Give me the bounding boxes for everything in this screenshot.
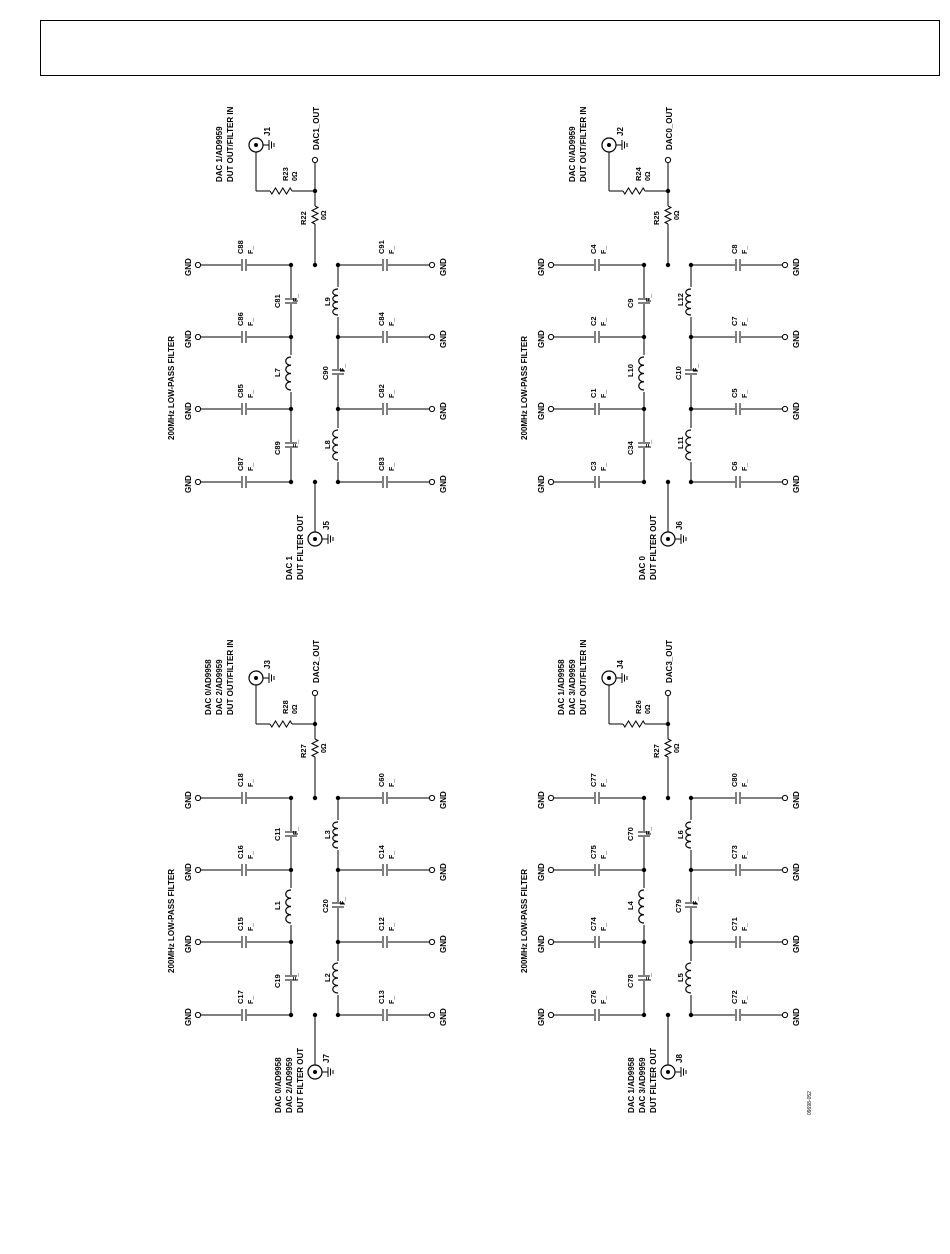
resistor-value: 0Ω: [292, 171, 299, 181]
capacitor-value: F_: [693, 363, 700, 372]
capacitor-ref: C12: [377, 917, 386, 931]
gnd-label: GND: [184, 258, 193, 276]
output-connector-label: DAC 1: [285, 555, 294, 580]
output-connector-label: DUT FILTER OUT: [296, 1047, 305, 1113]
terminal: [429, 406, 434, 411]
inductor-ref: L6: [676, 830, 685, 839]
gnd-label: GND: [439, 935, 448, 953]
terminal: [548, 1012, 553, 1017]
inductor: [333, 822, 338, 848]
series-resistor: [312, 739, 318, 757]
capacitor-value: F_: [742, 850, 749, 859]
junction-dot: [289, 263, 293, 267]
capacitor-value: F_: [389, 995, 396, 1004]
series-resistor: [312, 206, 318, 224]
resistor-ref: R28: [281, 700, 290, 714]
input-connector-label: DUT OUT/FILTER IN: [579, 106, 588, 182]
capacitor-ref: C8: [730, 244, 739, 254]
gnd-label: GND: [537, 258, 546, 276]
filter-block-1: [167, 106, 448, 580]
junction-dot: [289, 868, 293, 872]
inductor-ref: L8: [323, 440, 332, 449]
junction-dot: [336, 1013, 340, 1017]
gnd-label: GND: [792, 863, 801, 881]
capacitor-ref: C15: [236, 917, 245, 931]
capacitor-value: F_: [340, 363, 347, 372]
output-connector-ref: J5: [322, 521, 331, 530]
input-connector-ref: J4: [616, 660, 625, 669]
resistor-value: 0Ω: [292, 704, 299, 714]
terminal: [782, 406, 787, 411]
junction-dot: [289, 796, 293, 800]
terminal: [548, 939, 553, 944]
capacitor-value: F_: [742, 389, 749, 398]
gnd-label: GND: [439, 258, 448, 276]
capacitor-ref: C10: [674, 366, 683, 380]
input-connector-label: DAC 0/AD9959: [568, 126, 577, 182]
junction-dot: [336, 335, 340, 339]
terminal: [782, 939, 787, 944]
capacitor-value: F_: [248, 850, 255, 859]
capacitor-ref: C7: [730, 316, 739, 326]
capacitor-value: F_: [601, 245, 608, 254]
output-connector-label: DUT FILTER OUT: [649, 514, 658, 580]
capacitor-value: F_: [646, 439, 653, 448]
gnd-label: GND: [792, 791, 801, 809]
terminal: [195, 1012, 200, 1017]
capacitor-value: F_: [601, 922, 608, 931]
terminal: [782, 795, 787, 800]
output-net-label: DAC1_OUT: [312, 106, 321, 150]
gnd-label: GND: [537, 863, 546, 881]
capacitor-ref: C3: [589, 461, 598, 471]
capacitor-value: F_: [601, 462, 608, 471]
junction-dot: [336, 940, 340, 944]
inductor-ref: L4: [626, 901, 635, 910]
junction-dot: [642, 335, 646, 339]
input-connector-label: DUT OUT/FILTER IN: [226, 639, 235, 715]
input-connector-ref: J2: [616, 127, 625, 136]
inductor: [639, 890, 644, 923]
capacitor-ref: C83: [377, 457, 386, 471]
capacitor-ref: C18: [236, 773, 245, 787]
resistor-ref: R23: [281, 167, 290, 181]
capacitor-ref: C16: [236, 845, 245, 859]
capacitor-ref: C86: [236, 312, 245, 326]
terminal: [782, 867, 787, 872]
filter-title: 200MHz LOW-PASS FILTER: [520, 869, 529, 973]
inductor: [286, 890, 291, 923]
output-connector-label: DUT FILTER OUT: [296, 514, 305, 580]
capacitor-ref: C76: [589, 990, 598, 1004]
junction-dot: [642, 1013, 646, 1017]
inductor-ref: L5: [676, 973, 685, 982]
capacitor-ref: C77: [589, 773, 598, 787]
capacitor-ref: C80: [730, 773, 739, 787]
resistor-value: 0Ω: [674, 210, 681, 220]
terminal: [548, 479, 553, 484]
capacitor-value: F_: [389, 389, 396, 398]
inductor: [686, 430, 691, 460]
capacitor-ref: C73: [730, 845, 739, 859]
output-connector-pin: [666, 1070, 670, 1074]
junction-dot: [289, 1013, 293, 1017]
capacitor-ref: C4: [589, 244, 598, 254]
junction-dot: [689, 263, 693, 267]
input-connector-label: DAC 3/AD9959: [568, 659, 577, 715]
capacitor-ref: C74: [589, 917, 598, 931]
junction-dot: [689, 868, 693, 872]
resistor-value: 0Ω: [645, 704, 652, 714]
terminal: [429, 867, 434, 872]
terminal: [548, 867, 553, 872]
gnd-label: GND: [439, 402, 448, 420]
terminal: [429, 262, 434, 267]
gnd-label: GND: [537, 475, 546, 493]
filter-block-4: [520, 639, 801, 1113]
capacitor-ref: C79: [674, 899, 683, 913]
terminal: [548, 795, 553, 800]
capacitor-ref: C75: [589, 845, 598, 859]
input-connector-pin: [254, 143, 258, 147]
capacitor-ref: C90: [321, 366, 330, 380]
output-connector-label: DAC 0/AD9958: [274, 1057, 283, 1113]
output-connector-label: DAC 1/AD9958: [627, 1057, 636, 1113]
terminal: [665, 690, 670, 695]
capacitor-ref: C13: [377, 990, 386, 1004]
input-connector-label: DAC 2/AD9959: [215, 659, 224, 715]
junction-dot: [289, 407, 293, 411]
capacitor-ref: C1: [589, 388, 598, 398]
capacitor-value: F_: [742, 317, 749, 326]
inductor: [686, 289, 691, 315]
capacitor-value: F_: [742, 778, 749, 787]
capacitor-value: F_: [601, 317, 608, 326]
capacitor-value: F_: [248, 389, 255, 398]
capacitor-ref: C20: [321, 899, 330, 913]
series-resistor: [665, 206, 671, 224]
inductor: [333, 963, 338, 993]
inductor-ref: L12: [676, 293, 685, 306]
inductor: [286, 357, 291, 390]
capacitor-ref: C91: [377, 240, 386, 254]
input-connector-ref: J1: [263, 127, 272, 136]
inductor: [686, 963, 691, 993]
junction-dot: [336, 868, 340, 872]
capacitor-ref: C71: [730, 917, 739, 931]
capacitor-ref: C11: [273, 827, 282, 841]
terminal: [548, 334, 553, 339]
figure-code: 09698-052: [807, 1091, 813, 1115]
gnd-label: GND: [792, 402, 801, 420]
gnd-label: GND: [184, 863, 193, 881]
output-connector-label: DUT FILTER OUT: [649, 1047, 658, 1113]
gnd-label: GND: [439, 791, 448, 809]
gnd-label: GND: [792, 475, 801, 493]
junction-dot: [336, 407, 340, 411]
capacitor-ref: C82: [377, 384, 386, 398]
terminal: [312, 690, 317, 695]
capacitor-value: F_: [742, 245, 749, 254]
filter-block-3: [167, 639, 448, 1113]
junction-dot: [689, 335, 693, 339]
resistor-ref: R25: [652, 211, 661, 225]
terminal: [195, 406, 200, 411]
capacitor-value: F_: [248, 778, 255, 787]
input-connector-label: DUT OUT/FILTER IN: [226, 106, 235, 182]
capacitor-value: F_: [646, 826, 653, 835]
capacitor-value: F_: [293, 439, 300, 448]
gnd-label: GND: [792, 330, 801, 348]
output-connector-ref: J7: [322, 1054, 331, 1063]
shunt-resistor: [270, 721, 292, 727]
capacitor-value: F_: [389, 317, 396, 326]
capacitor-ref: C81: [273, 294, 282, 308]
capacitor-value: F_: [293, 293, 300, 302]
input-connector-label: DAC 1/AD9958: [557, 659, 566, 715]
capacitor-value: F_: [389, 850, 396, 859]
resistor-value: 0Ω: [321, 743, 328, 753]
output-connector-pin: [666, 537, 670, 541]
inductor: [333, 289, 338, 315]
capacitor-value: F_: [389, 922, 396, 931]
terminal: [195, 867, 200, 872]
capacitor-value: F_: [293, 972, 300, 981]
capacitor-value: F_: [693, 896, 700, 905]
input-connector-ref: J3: [263, 660, 272, 669]
terminal: [195, 334, 200, 339]
resistor-ref: R27: [652, 744, 661, 758]
inductor: [686, 822, 691, 848]
capacitor-value: F_: [248, 462, 255, 471]
filter-title: 200MHz LOW-PASS FILTER: [520, 336, 529, 440]
capacitor-value: F_: [601, 850, 608, 859]
output-connector-ref: J8: [675, 1054, 684, 1063]
resistor-ref: R22: [299, 211, 308, 225]
capacitor-value: F_: [248, 317, 255, 326]
terminal: [548, 406, 553, 411]
terminal: [782, 1012, 787, 1017]
capacitor-value: F_: [389, 462, 396, 471]
resistor-ref: R26: [634, 700, 643, 714]
junction-dot: [336, 480, 340, 484]
gnd-label: GND: [439, 1008, 448, 1026]
capacitor-ref: C78: [626, 974, 635, 988]
capacitor-value: F_: [601, 389, 608, 398]
capacitor-value: F_: [293, 826, 300, 835]
gnd-label: GND: [792, 935, 801, 953]
inductor: [639, 357, 644, 390]
output-net-label: DAC2_OUT: [312, 639, 321, 683]
capacitor-value: F_: [742, 922, 749, 931]
capacitor-ref: C34: [626, 441, 635, 455]
junction-dot: [642, 480, 646, 484]
terminal: [195, 479, 200, 484]
output-connector-ref: J6: [675, 521, 684, 530]
gnd-label: GND: [439, 475, 448, 493]
junction-dot: [689, 940, 693, 944]
resistor-ref: R24: [634, 167, 643, 181]
inductor-ref: L11: [676, 436, 685, 449]
shunt-resistor: [623, 188, 645, 194]
junction-dot: [642, 263, 646, 267]
capacitor-ref: C6: [730, 461, 739, 471]
gnd-label: GND: [537, 330, 546, 348]
input-connector-label: DAC 0/AD9958: [204, 659, 213, 715]
junction-dot: [642, 796, 646, 800]
output-net-label: DAC3_OUT: [665, 639, 674, 683]
series-resistor: [665, 739, 671, 757]
input-connector-label: DAC 1/AD9959: [215, 126, 224, 182]
terminal: [782, 262, 787, 267]
junction-dot: [689, 407, 693, 411]
terminal: [429, 1012, 434, 1017]
capacitor-ref: C60: [377, 773, 386, 787]
terminal: [195, 795, 200, 800]
junction-dot: [642, 868, 646, 872]
input-connector-label: DUT OUT/FILTER IN: [579, 639, 588, 715]
gnd-label: GND: [184, 1008, 193, 1026]
gnd-label: GND: [184, 935, 193, 953]
inductor-ref: L9: [323, 297, 332, 306]
capacitor-ref: C9: [626, 298, 635, 308]
gnd-label: GND: [537, 402, 546, 420]
gnd-label: GND: [537, 935, 546, 953]
terminal: [429, 795, 434, 800]
gnd-label: GND: [184, 402, 193, 420]
gnd-label: GND: [184, 791, 193, 809]
gnd-label: GND: [439, 863, 448, 881]
capacitor-ref: C5: [730, 388, 739, 398]
junction-dot: [689, 480, 693, 484]
gnd-label: GND: [184, 330, 193, 348]
resistor-value: 0Ω: [645, 171, 652, 181]
input-connector-pin: [607, 676, 611, 680]
capacitor-ref: C2: [589, 316, 598, 326]
output-connector-label: DAC 0: [638, 555, 647, 580]
resistor-value: 0Ω: [321, 210, 328, 220]
capacitor-ref: C70: [626, 827, 635, 841]
capacitor-value: F_: [601, 995, 608, 1004]
junction-dot: [642, 940, 646, 944]
capacitor-ref: C14: [377, 845, 386, 859]
capacitor-ref: C89: [273, 441, 282, 455]
terminal: [782, 479, 787, 484]
filter-title: 200MHz LOW-PASS FILTER: [167, 336, 176, 440]
junction-dot: [336, 796, 340, 800]
capacitor-ref: C85: [236, 384, 245, 398]
gnd-label: GND: [537, 791, 546, 809]
capacitor-ref: C88: [236, 240, 245, 254]
capacitor-value: F_: [389, 245, 396, 254]
gnd-label: GND: [792, 1008, 801, 1026]
output-connector-pin: [313, 1070, 317, 1074]
capacitor-ref: C19: [273, 974, 282, 988]
gnd-label: GND: [537, 1008, 546, 1026]
terminal: [312, 157, 317, 162]
filter-block-2: [520, 106, 801, 580]
output-connector-pin: [313, 537, 317, 541]
capacitor-ref: C17: [236, 990, 245, 1004]
inductor-ref: L3: [323, 830, 332, 839]
terminal: [429, 939, 434, 944]
capacitor-value: F_: [340, 896, 347, 905]
output-connector-label: DAC 2/AD9959: [285, 1057, 294, 1113]
terminal: [195, 939, 200, 944]
shunt-resistor: [270, 188, 292, 194]
terminal: [429, 479, 434, 484]
capacitor-value: F_: [248, 995, 255, 1004]
terminal: [782, 334, 787, 339]
capacitor-value: F_: [742, 995, 749, 1004]
capacitor-value: F_: [389, 778, 396, 787]
capacitor-ref: C87: [236, 457, 245, 471]
inductor-ref: L2: [323, 973, 332, 982]
shunt-resistor: [623, 721, 645, 727]
junction-dot: [336, 263, 340, 267]
terminal: [429, 334, 434, 339]
capacitor-value: F_: [646, 293, 653, 302]
inductor-ref: L7: [273, 368, 282, 377]
output-connector-label: DAC 3/AD9959: [638, 1057, 647, 1113]
terminal: [665, 157, 670, 162]
inductor-ref: L1: [273, 901, 282, 910]
capacitor-ref: C84: [377, 312, 386, 326]
output-net-label: DAC0_OUT: [665, 106, 674, 150]
junction-dot: [289, 940, 293, 944]
junction-dot: [289, 480, 293, 484]
junction-dot: [642, 407, 646, 411]
capacitor-value: F_: [646, 972, 653, 981]
input-connector-pin: [607, 143, 611, 147]
input-connector-pin: [254, 676, 258, 680]
filter-title: 200MHz LOW-PASS FILTER: [167, 869, 176, 973]
capacitor-value: F_: [248, 922, 255, 931]
gnd-label: GND: [439, 330, 448, 348]
inductor: [333, 430, 338, 460]
terminal: [195, 262, 200, 267]
inductor-ref: L10: [626, 364, 635, 377]
gnd-label: GND: [792, 258, 801, 276]
capacitor-value: F_: [742, 462, 749, 471]
junction-dot: [689, 796, 693, 800]
capacitor-value: F_: [248, 245, 255, 254]
gnd-label: GND: [184, 475, 193, 493]
capacitor-value: F_: [601, 778, 608, 787]
capacitor-ref: C72: [730, 990, 739, 1004]
resistor-ref: R27: [299, 744, 308, 758]
terminal: [548, 262, 553, 267]
junction-dot: [689, 1013, 693, 1017]
junction-dot: [289, 335, 293, 339]
resistor-value: 0Ω: [674, 743, 681, 753]
